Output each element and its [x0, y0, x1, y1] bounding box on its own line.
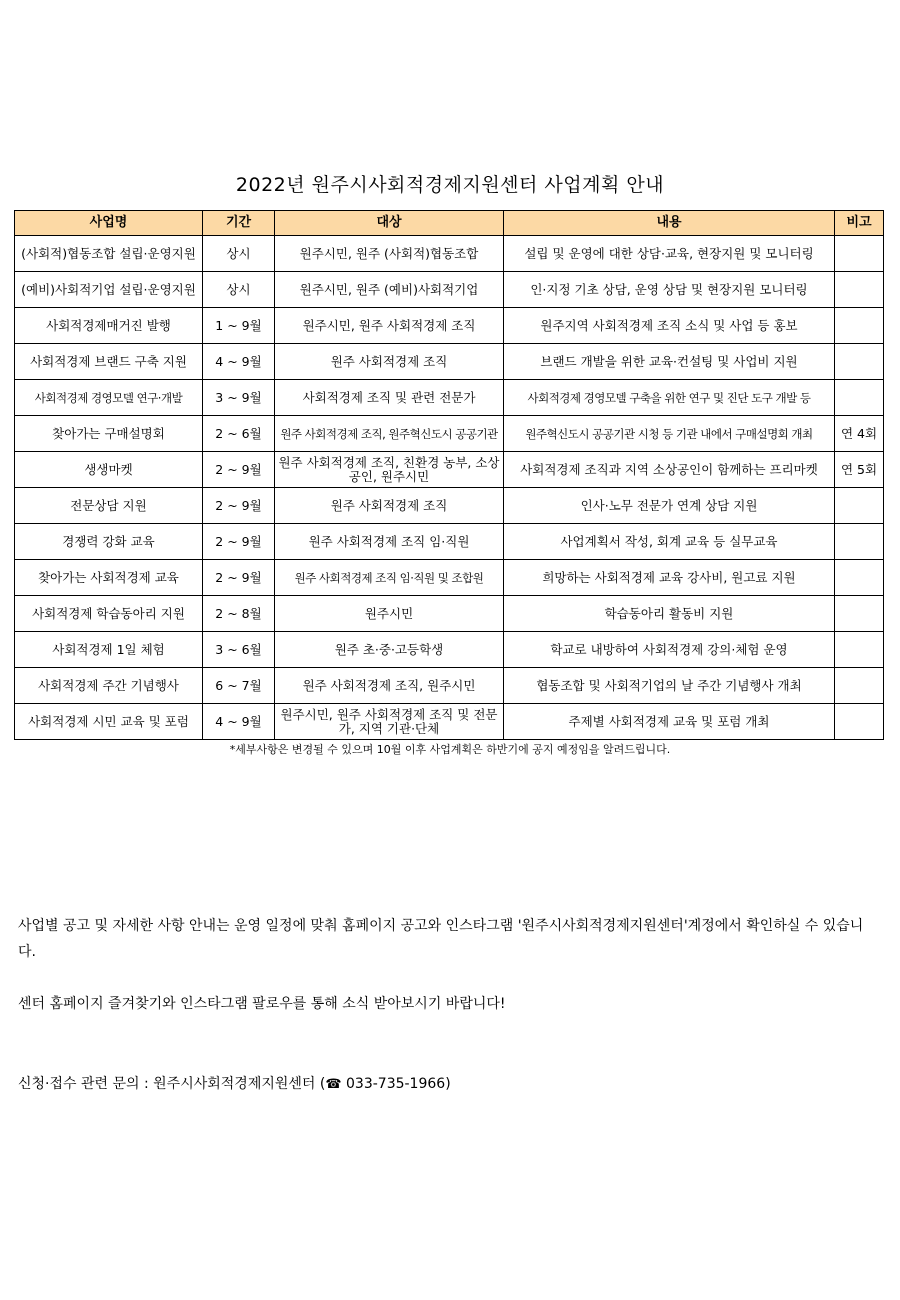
row-content: 협동조합 및 사회적기업의 날 주간 기념행사 개최	[504, 668, 835, 704]
table-row	[15, 596, 884, 632]
row-note	[835, 236, 884, 272]
row-period: 6 ~ 7월	[203, 668, 275, 704]
row-name: 사회적경제 브랜드 구축 지원	[15, 344, 203, 380]
table-row	[15, 380, 884, 416]
table-row	[15, 704, 884, 740]
row-content: 학습동아리 활동비 지원	[504, 596, 835, 632]
row-note	[835, 344, 884, 380]
row-target: 원주 사회적경제 조직	[275, 344, 504, 380]
row-content: 학교로 내방하여 사회적경제 강의·체험 운영	[504, 632, 835, 668]
row-period: 2 ~ 6월	[203, 416, 275, 452]
row-name: 경쟁력 강화 교육	[15, 524, 203, 560]
row-target: 원주시민, 원주 사회적경제 조직	[275, 308, 504, 344]
header-target: 대상	[275, 211, 504, 236]
row-period: 2 ~ 9월	[203, 560, 275, 596]
table-row	[15, 308, 884, 344]
table-row	[15, 272, 884, 308]
header-note: 비고	[835, 211, 884, 236]
row-name: (사회적)협동조합 설립·운영지원	[15, 236, 203, 272]
row-period: 상시	[203, 272, 275, 308]
table-header-row	[15, 211, 884, 236]
row-name: 찾아가는 구매설명회	[15, 416, 203, 452]
row-note	[835, 272, 884, 308]
header-period: 기간	[203, 211, 275, 236]
row-note: 연 5회	[835, 452, 884, 488]
row-content: 희망하는 사회적경제 교육 강사비, 원고료 지원	[504, 560, 835, 596]
table-row	[15, 668, 884, 704]
row-name: 사회적경제 학습동아리 지원	[15, 596, 203, 632]
table-row	[15, 560, 884, 596]
row-content: 인·지정 기초 상담, 운영 상담 및 현장지원 모니터링	[504, 272, 835, 308]
contact-line	[18, 1071, 878, 1098]
row-target: 원주 사회적경제 조직 임·직원 및 조합원	[275, 560, 504, 596]
row-period: 2 ~ 8월	[203, 596, 275, 632]
row-note	[835, 632, 884, 668]
row-note	[835, 704, 884, 740]
row-content: 브랜드 개발을 위한 교육·컨설팅 및 사업비 지원	[504, 344, 835, 380]
row-target: 원주시민, 원주 (예비)사회적기업	[275, 272, 504, 308]
row-name: 사회적경제 경영모델 연구·개발	[15, 380, 203, 416]
row-name: 사회적경제매거진 발행	[15, 308, 203, 344]
row-note	[835, 380, 884, 416]
row-content: 주제별 사회적경제 교육 및 포럼 개최	[504, 704, 835, 740]
row-name: 사회적경제 1일 체험	[15, 632, 203, 668]
row-period: 상시	[203, 236, 275, 272]
row-period: 3 ~ 6월	[203, 632, 275, 668]
row-period: 1 ~ 9월	[203, 308, 275, 344]
row-period: 2 ~ 9월	[203, 452, 275, 488]
row-content: 원주지역 사회적경제 조직 소식 및 사업 등 홍보	[504, 308, 835, 344]
table-row	[15, 236, 884, 272]
row-target: 원주시민, 원주 (사회적)협동조합	[275, 236, 504, 272]
contact-label: 신청·접수 관련 문의 : 원주시사회적경제지원센터 (	[18, 1076, 326, 1092]
row-period: 2 ~ 9월	[203, 524, 275, 560]
row-period: 2 ~ 9월	[203, 488, 275, 524]
header-content: 내용	[504, 211, 835, 236]
row-content: 사회적경제 경영모델 구축을 위한 연구 및 진단 도구 개발 등	[504, 380, 835, 416]
row-target: 원주시민	[275, 596, 504, 632]
row-name: (예비)사회적기업 설립·운영지원	[15, 272, 203, 308]
row-content: 사회적경제 조직과 지역 소상공인이 함께하는 프리마켓	[504, 452, 835, 488]
row-content: 사업계획서 작성, 회계 교육 등 실무교육	[504, 524, 835, 560]
page-title: 2022년 원주시사회적경제지원센터 사업계획 안내	[235, 174, 665, 196]
row-content: 설립 및 운영에 대한 상담·교육, 현장지원 및 모니터링	[504, 236, 835, 272]
row-period: 4 ~ 9월	[203, 704, 275, 740]
row-target: 원주 사회적경제 조직	[275, 488, 504, 524]
row-target: 사회적경제 조직 및 관련 전문가	[275, 380, 504, 416]
row-note	[835, 596, 884, 632]
row-note	[835, 488, 884, 524]
row-name: 사회적경제 시민 교육 및 포럼	[15, 704, 203, 740]
row-note: 연 4회	[835, 416, 884, 452]
row-target: 원주 초·중·고등학생	[275, 632, 504, 668]
contact-phone: 033-735-1966)	[341, 1076, 451, 1092]
row-period: 4 ~ 9월	[203, 344, 275, 380]
row-name: 생생마켓	[15, 452, 203, 488]
row-period: 3 ~ 9월	[203, 380, 275, 416]
phone-icon: ☎	[325, 1077, 342, 1092]
row-target: 원주 사회적경제 조직, 친환경 농부, 소상공인, 원주시민	[275, 452, 504, 488]
row-target: 원주 사회적경제 조직, 원주시민	[275, 668, 504, 704]
row-name: 찾아가는 사회적경제 교육	[15, 560, 203, 596]
info-paragraph-announcement: 사업별 공고 및 자세한 사항 안내는 운영 일정에 맞춰 홈페이지 공고와 인스타그램 '원주시사회적경제지원센터'계정에서 확인하실 수 있습니다.	[18, 918, 864, 960]
header-name: 사업명	[15, 211, 203, 236]
business-plan-table	[14, 210, 884, 740]
table-row	[15, 344, 884, 380]
table-row	[15, 632, 884, 668]
row-content: 인사·노무 전문가 연계 상담 지원	[504, 488, 835, 524]
row-name: 사회적경제 주간 기념행사	[15, 668, 203, 704]
row-note	[835, 308, 884, 344]
table-row	[15, 452, 884, 488]
row-name: 전문상담 지원	[15, 488, 203, 524]
row-target: 원주 사회적경제 조직 임·직원	[275, 524, 504, 560]
row-note	[835, 668, 884, 704]
info-paragraph-follow: 센터 홈페이지 즐겨찾기와 인스타그램 팔로우를 통해 소식 받아보시기 바랍니다!	[18, 996, 506, 1012]
row-target: 원주 사회적경제 조직, 원주혁신도시 공공기관	[275, 416, 504, 452]
table-footnote: *세부사항은 변경될 수 있으며 10월 이후 사업계획은 하반기에 공지 예정임을 알려드립니다.	[229, 743, 671, 756]
row-target: 원주시민, 원주 사회적경제 조직 및 전문가, 지역 기관·단체	[275, 704, 504, 740]
table-row	[15, 416, 884, 452]
table-row	[15, 524, 884, 560]
row-note	[835, 560, 884, 596]
row-note	[835, 524, 884, 560]
table-row	[15, 488, 884, 524]
row-content: 원주혁신도시 공공기관 시청 등 기관 내에서 구매설명회 개최	[504, 416, 835, 452]
